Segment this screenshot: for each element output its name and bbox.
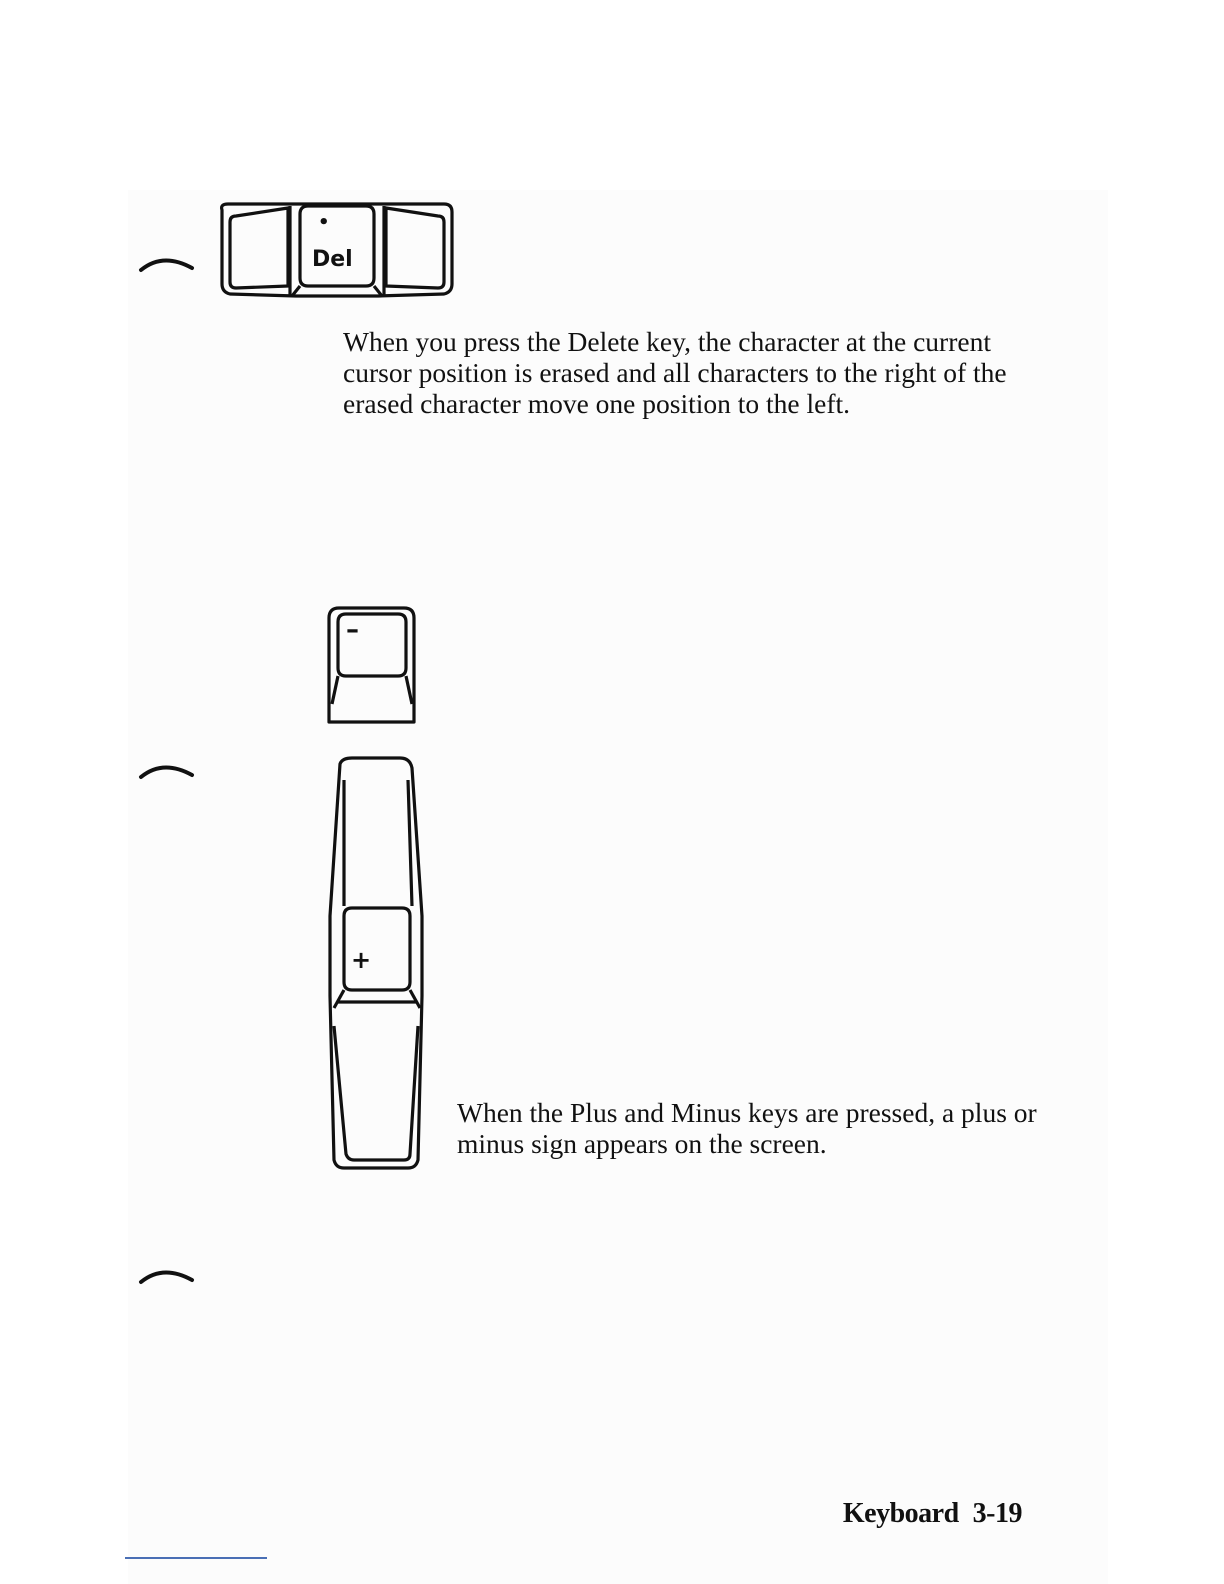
delete-key-label: Del xyxy=(312,247,353,272)
plus-key-illustration xyxy=(324,756,428,1172)
minus-key-illustration xyxy=(324,604,420,728)
binder-hole-top-icon xyxy=(138,250,198,280)
binder-hole-middle-icon xyxy=(138,757,198,787)
bottom-rule xyxy=(125,1557,267,1559)
footer-section-title: Keyboard xyxy=(842,1498,959,1529)
plus-minus-key-description: When the Plus and Minus keys are pressed, a plus or minus sign appears on the screen. xyxy=(457,1097,1037,1159)
delete-key-illustration xyxy=(216,200,458,300)
delete-key-description: When you press the Delete key, the character at the current cursor position is erased and all characters to the right of the erased character move one position to the left. xyxy=(343,326,1007,419)
footer-page-number: 3-19 xyxy=(972,1498,1022,1529)
minus-key-label: – xyxy=(346,615,359,645)
delete-key-dot: • xyxy=(318,212,330,233)
binder-hole-bottom-icon xyxy=(138,1262,198,1292)
page-footer xyxy=(843,1498,1022,1530)
plus-key-label: + xyxy=(351,946,372,974)
